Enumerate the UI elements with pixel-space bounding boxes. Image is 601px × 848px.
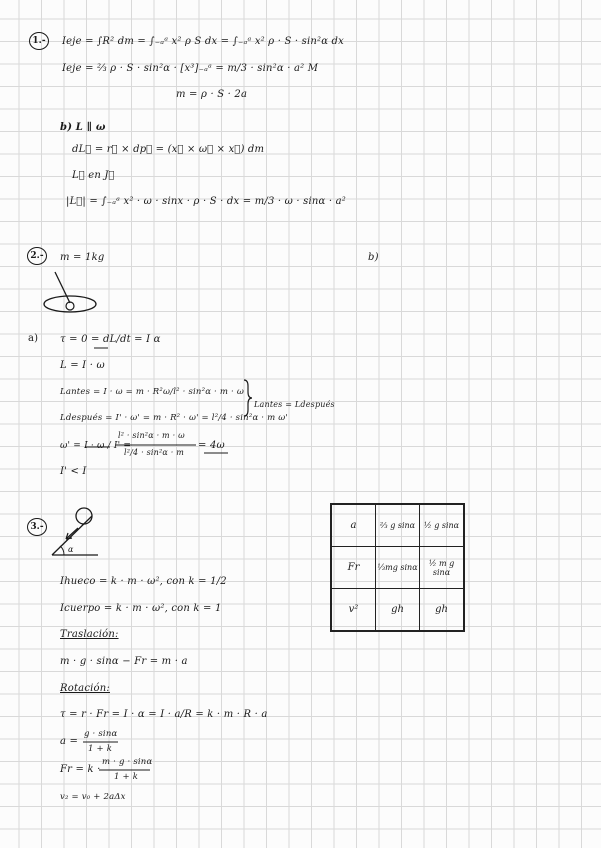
- p3-traslacion-heading: Traslación:: [60, 629, 119, 640]
- p3-rotacion-heading: Rotación:: [60, 683, 110, 694]
- p1-equation-5: L⃗ en J⃗: [72, 170, 115, 181]
- p3-equation-7: v₂ = v₀ + 2aΔx: [60, 792, 126, 802]
- p2-given: m = 1kg: [60, 252, 105, 263]
- problem-3-number: 3.-: [27, 518, 47, 536]
- p2-part-a-label: a): [28, 333, 39, 344]
- table-cell-label: Fr: [331, 547, 376, 589]
- p2-equation-3: Lantes = I · ω = m · R²ω/l² · sin²α · m · ω: [60, 387, 244, 397]
- p2-part-b-label: b): [368, 252, 379, 263]
- p1-equation-4: dL⃗ = r⃗ × dp⃗ = (x⃗ × ω⃗ × x⃗) dm: [72, 144, 265, 155]
- table-cell: ½ m g sinα: [420, 547, 465, 589]
- problem-2-number: 2.-: [27, 247, 47, 265]
- table-cell: gh: [420, 589, 465, 632]
- table-cell-label: a: [331, 504, 376, 547]
- table-row: [331, 504, 464, 547]
- p1-equation-2: Ieje = ⅔ ρ · S · sin²α · [x³]₋ₐᵃ = m/3 · sin²α · a² M: [62, 63, 319, 74]
- table-cell: ⅓mg sinα: [376, 547, 420, 589]
- table-cell: ½ g sinα: [420, 504, 465, 547]
- table-cell-label: v²: [331, 589, 376, 632]
- p3-equation-4: τ = r · Fr = I · α = I · a/R = k · m · R · a: [60, 709, 268, 720]
- p3-angle-label: α: [68, 545, 74, 554]
- p1-equation-1: Ieje = ∫R² dm = ∫₋ₐᵃ x² ρ S dx = ∫₋ₐᵃ x² ρ · S · sin²α dx: [62, 36, 344, 47]
- p2-equation-5-result: = 4ω: [198, 440, 225, 451]
- p2-equation-2: L = I · ω: [60, 360, 105, 371]
- p3-equation-6-numerator: m · g · sinα: [102, 757, 153, 767]
- table-cell: gh: [376, 589, 420, 632]
- p2-equation-5-left: ω' = I · ω / I' =: [60, 441, 132, 451]
- p2-equation-1: τ = 0 = dL/dt = I α: [60, 334, 161, 345]
- p3-equation-6-left: Fr = k ·: [60, 764, 101, 775]
- p3-equation-5-left: a =: [60, 736, 79, 747]
- problem-1-number: 1.-: [29, 32, 49, 50]
- p2-equation-5-numerator: l² · sin²α · m · ω: [118, 431, 185, 440]
- table-row: [331, 589, 464, 632]
- table-row: [331, 547, 464, 589]
- table-cell: ⅔ g sinα: [376, 504, 420, 547]
- p2-equation-5-denominator: l²/4 · sin²α · m: [124, 448, 185, 457]
- results-table: [330, 503, 465, 632]
- p3-equation-2: Icuerpo = k · m · ω², con k = 1: [60, 603, 222, 614]
- p2-equation-6: I' < I: [60, 466, 87, 477]
- p3-equation-3: m · g · sinα − Fr = m · a: [60, 656, 188, 667]
- p1-part-b: b) L ∥ ω: [60, 122, 106, 133]
- p3-equation-6-denominator: 1 + k: [114, 772, 139, 782]
- p1-equation-6: |L⃗| = ∫₋ₐᵃ x² · ω · sinx · ρ · S · dx = m/3 · ω · sinα · a²: [66, 196, 346, 207]
- p3-equation-5-denominator: 1 + k: [88, 744, 113, 754]
- p2-brace-note: Lantes = Ldespués: [254, 400, 335, 409]
- p3-equation-5-numerator: g · sinα: [84, 729, 118, 739]
- p1-equation-3: m = ρ · S · 2a: [176, 89, 248, 100]
- p2-equation-4: Ldespués = I' · ω' = m · R² · ω' = l²/4 · sin²α · m ω': [60, 413, 288, 423]
- p3-equation-1: Ihueco = k · m · ω², con k = 1/2: [60, 576, 227, 587]
